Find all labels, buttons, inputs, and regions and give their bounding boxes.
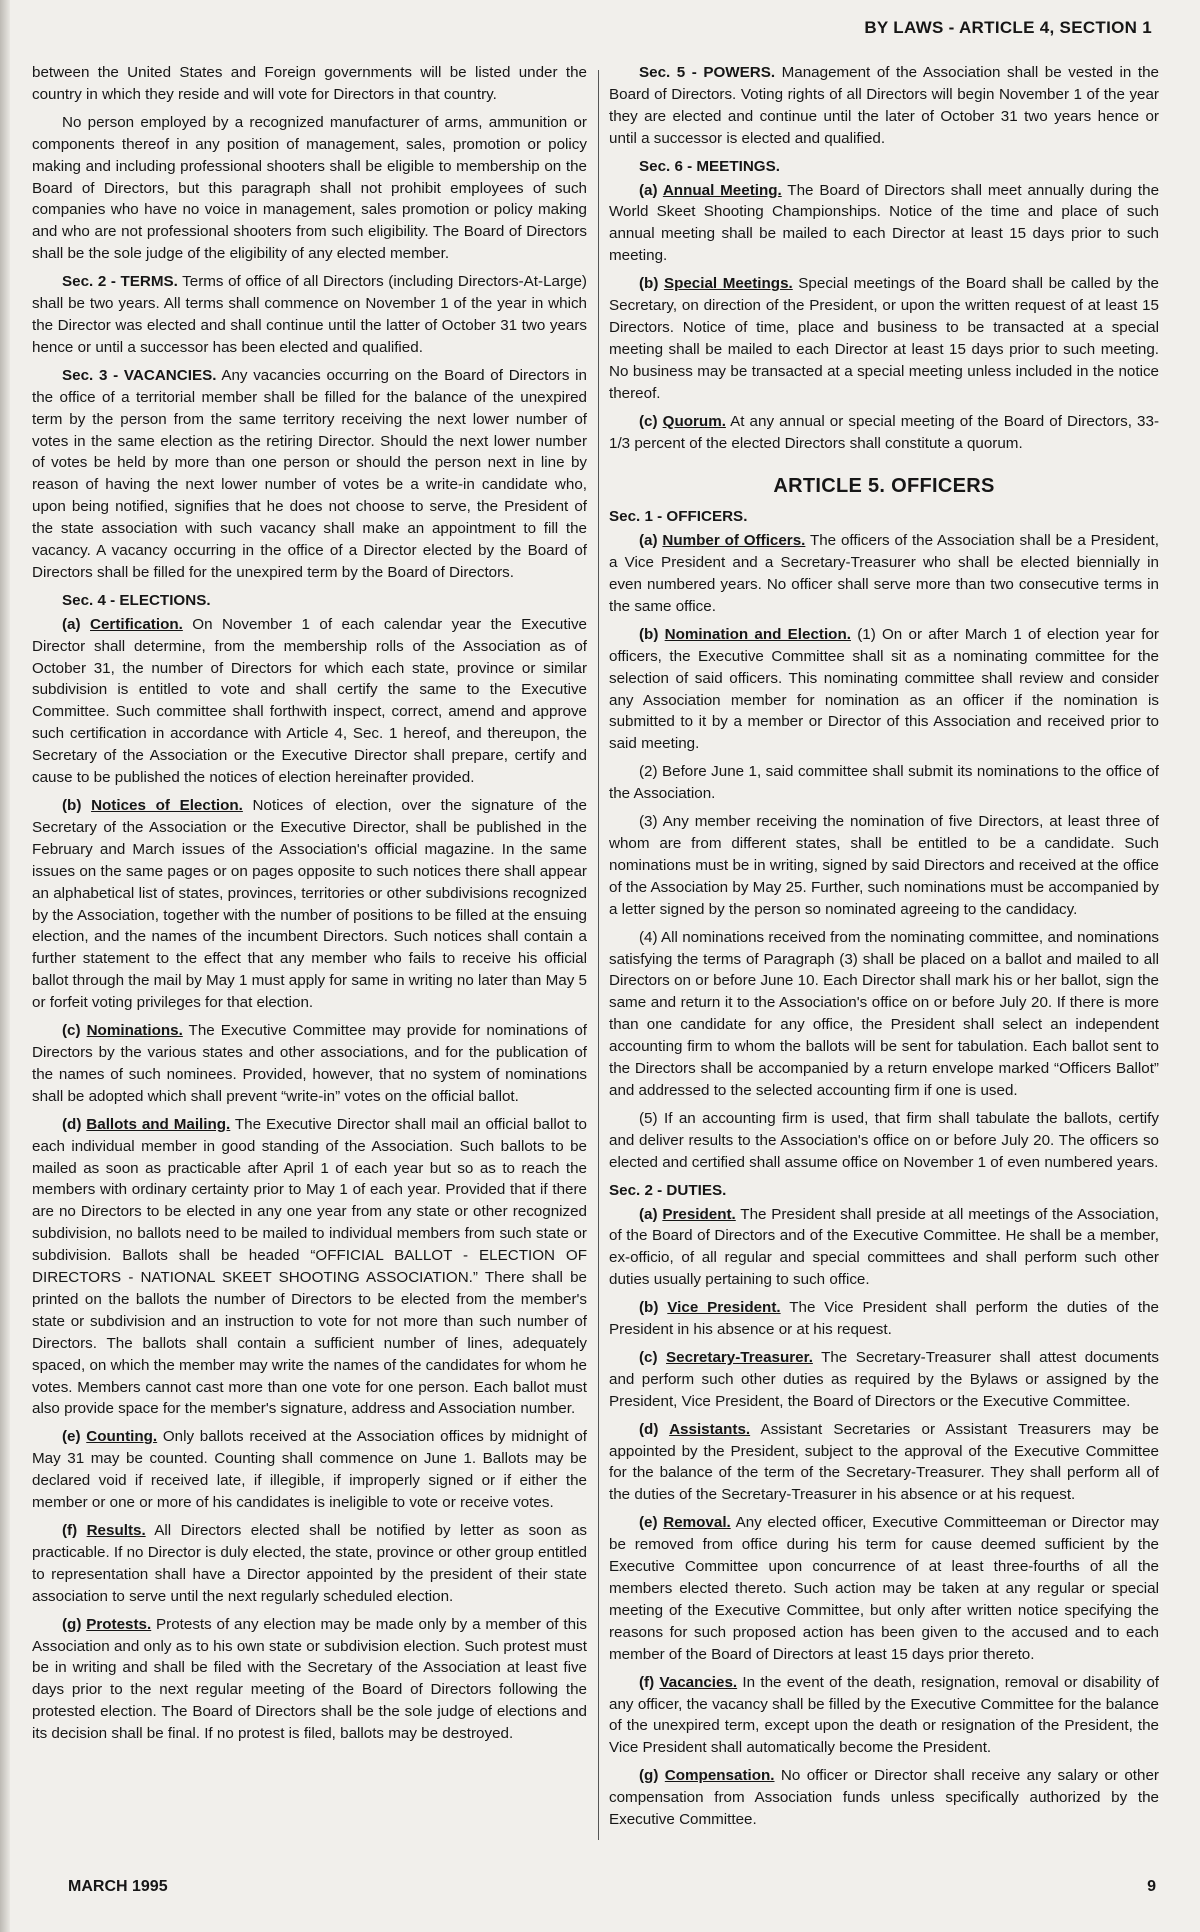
clause-quorum xyxy=(609,411,1159,455)
clause-secretary-treasurer xyxy=(609,1347,1159,1413)
clause-counting xyxy=(32,1426,587,1514)
clause-label: (a) xyxy=(639,181,663,199)
clause-text: The Vice President shall perform the duties of the President in his absence or at his request. xyxy=(609,1299,1159,1339)
section-title: Sec. 1 - OFFICERS. xyxy=(609,508,748,526)
section-title: Sec. 3 - VACANCIES. xyxy=(62,366,217,384)
clause-title: Nomination and Election. xyxy=(664,625,851,643)
clause-text: Assistant Secretaries or Assistant Treasurers may be appointed by the President, subject to the approval of the Executive Committee for the balance of the term of the Secretary-Treasurer. They shall perform all of the duties of the Secretary-Treasurer in his absence or at his request. xyxy=(609,1420,1159,1504)
clause-text: Notices of election, over the signature of the Secretary of the Association or the Executive Director, shall be published in the February and March issues of the Association's official magazine. In the same issues on the same pages or on pages opposite to such notices there shall appear an alphabetical list of states, provinces, territories or other subdivisions recognized by the Association, together with the number of positions to be filled at the ensuing election, and the names of the incumbent Directors. Such notices shall contain a further statement to the effect that any member who fails to receive his official ballot through the mail by May 1 must apply for same in writing no later than May 5 or forfeit voting privileges for that election. xyxy=(32,797,587,1012)
clause-title: Special Meetings. xyxy=(663,275,793,293)
clause-title: Counting. xyxy=(86,1428,158,1446)
section-title: Sec. 2 - TERMS. xyxy=(62,273,178,291)
section-title: Sec. 6 - MEETINGS. xyxy=(639,157,780,175)
section-title: Sec. 5 - POWERS. xyxy=(639,64,776,81)
paragraph: (2) Before June 1, said committee shall submit its nominations to the office of the Association. xyxy=(609,763,1159,803)
article-5-heading: ARTICLE 5. OFFICERS xyxy=(773,475,995,498)
clause-title: Annual Meeting. xyxy=(662,181,782,199)
clause-certification xyxy=(32,614,587,789)
section-text: Management of the Association shall be vested in the Board of Directors. Voting rights of all Directors will begin November 1 of the year they are elected and continue until the later of October 31 two years hence or until a successor is elected and qualified. xyxy=(609,64,1159,147)
clause-title: Vacancies. xyxy=(659,1673,738,1691)
section-3-vacancies xyxy=(32,365,587,584)
section-text: Any vacancies occurring on the Board of Directors in the office of a territorial member shall be filled for the balance of the unexpired term by the person from the same territory receiving the next lower number of votes in the same election as the retiring Director. Should the next lower number of votes be held by more than one person or should the person next in line by reason of having the next lower number of votes be a write-in candidate who, upon being notified, signifies that he does not choose to serve, the President of the state association with such vacancy shall make an appointment to fill the vacancy. A vacancy occurring in the office of a Director elected by the Board of Directors shall be filled for the unexpired term by the Board of Directors. xyxy=(32,366,587,581)
section-5-powers xyxy=(609,62,1159,150)
clause-label: (d) xyxy=(62,1115,87,1133)
clause-label: (c) xyxy=(639,1348,666,1366)
section-2-duties-title xyxy=(609,1180,1159,1202)
clause-title: Ballots and Mailing. xyxy=(86,1115,231,1133)
clause-text: The officers of the Association shall be a President, a Vice President and a Secretary-Treasurer who shall be elected biennially in even numbered years. No officer shall serve more than two consecutive terms in the same office. xyxy=(609,532,1159,615)
section-title: Sec. 4 - ELECTIONS. xyxy=(62,591,211,609)
section-title: Sec. 2 - DUTIES. xyxy=(609,1181,727,1199)
clause-text: The President shall preside at all meetings of the Association, of the Board of Directors and of the Executive Committee. He shall be a member, ex-officio, of all regular and special committees and shall perform such other duties usually pertaining to such office. xyxy=(609,1205,1159,1289)
paragraph: No person employed by a recognized manufacturer of arms, ammunition or components thereof in any position of management, sales, promotion or policy making and including professional shooters shall be eligible to membership on the Board of Directors, but this paragraph shall not prohibit employees of such companies who have no voice in management, sales promotion or policy making and who are not professional shooters from such eligibility. The Board of Directors shall be the sole judge of the eligibility of any elected member. xyxy=(32,113,587,263)
clause-text: Special meetings of the Board shall be called by the Secretary, on direction of the President, or upon the written request of at least 15 Directors. Notice of time, place and business to be transacted at a special meeting shall be mailed to each Director at least 15 days prior to such meeting. No business may be transacted at a special meeting unless included in the notice thereof. xyxy=(609,275,1159,402)
clause-label: (a) xyxy=(639,1205,663,1223)
column-divider xyxy=(598,70,599,1840)
clause-label: (f) xyxy=(639,1673,660,1691)
clause-text: The Executive Director shall mail an official ballot to each individual member in good standing of the Association. Such ballots to be mailed as soon as practicable after April 1 of each year but so as to reach the members with ordinary certainty prior to May 1 of each year. Provided that if there are no Directors to be elected in any one year from any state or other recognized subdivision, no ballots need to be mailed to individual members from such state or subdivision. Ballots shall be headed “OFFICIAL BALLOT - ELECTION OF DIRECTORS - NATIONAL SKEET SHOOTING ASSOCIATION.” There shall be printed on the ballots the number of Directors to be elected from the member's state or subdivision and an instruction to vote for not more than such number of Directors. The ballots shall contain a sufficient number of lines, adequately spaced, on which the member may write the names of the candidates for whom he votes. Members cannot cast more than one vote for one person. Each ballot must also provide space for the member's signature, address and Association number. xyxy=(32,1115,587,1418)
clause-text: No officer or Director shall receive any salary or other compensation from Association funds unless specifically authorized by the Executive Committee. xyxy=(609,1767,1159,1829)
clause-text: At any annual or special meeting of the Board of Directors, 33-1/3 percent of the elected Directors shall constitute a quorum. xyxy=(609,412,1160,452)
clause-text: (1) On or after March 1 of election year for officers, the Executive Committee shall sit as a nominating committee for the selection of said officers. This nominating committee shall review and consider any Association member for nomination as an officer if the nomination is submitted to it by a member or Director of this Association and received prior to said meeting. xyxy=(609,625,1159,753)
page-number: 9 xyxy=(1147,1878,1156,1895)
clause-vacancies xyxy=(609,1672,1159,1760)
clause-label: (e) xyxy=(639,1514,664,1532)
clause-label: (b) xyxy=(639,1299,668,1317)
paragraph: (4) All nominations received from the nominating committee, and nominations satisfying the terms of Paragraph (3) shall be placed on a ballot and mailed to all Directors on or before June 10. Each Director shall mark his or her ballot, sign the same and return it to the Association's office on or before July 20. If there is more than one candidate for any office, the President shall select an independent accounting firm to whom the ballots will be sent for tabulation. Each ballot sent to the Directors shall be accompanied by a return envelope marked “Officers Ballot” and addressed to the selected accounting firm if one is used. xyxy=(609,928,1159,1099)
clause-text: All Directors elected shall be notified by letter as soon as practicable. If no Director is duly elected, the state, province or other group entitled to representation shall have a Director appointed by the president of their state association to serve until the next regularly scheduled election. xyxy=(32,1522,587,1605)
clause-label: (g) xyxy=(639,1767,665,1785)
section-4-elections-title xyxy=(32,590,587,612)
clause-title: Number of Officers. xyxy=(662,532,806,550)
clause-results xyxy=(32,1520,587,1608)
clause-text: The Secretary-Treasurer shall attest documents and perform such other duties as required by the Bylaws or assigned by the President, Vice President, the Board of Directors or the Executive Committee. xyxy=(609,1348,1159,1410)
clause-title: Results. xyxy=(86,1522,146,1539)
running-header: BY LAWS - ARTICLE 4, SECTION 1 xyxy=(864,18,1152,37)
scan-edge xyxy=(0,0,10,1932)
clause-label: (e) xyxy=(62,1428,87,1446)
clause-nominations xyxy=(32,1020,587,1108)
clause-text: Only ballots received at the Association offices by midnight of May 31 may be counted. Counting shall commence on June 1. Ballots may be declared void if received late, if illegible, if improperly signed or if either the member or one or more of his candidates is ineligible to vote or receive votes. xyxy=(32,1428,587,1512)
clause-removal xyxy=(609,1512,1159,1665)
clause-vice-president xyxy=(609,1297,1159,1341)
issue-date: MARCH 1995 xyxy=(68,1878,168,1895)
clause-title: Certification. xyxy=(90,615,183,633)
clause-compensation xyxy=(609,1765,1159,1831)
clause-title: Notices of Election. xyxy=(91,797,243,814)
section-1-officers-title xyxy=(609,506,1159,528)
paragraph: between the United States and Foreign governments will be listed under the country in which they reside and will vote for Directors in that country. xyxy=(32,64,587,103)
clause-number-of-officers xyxy=(609,530,1159,618)
clause-title: Vice President. xyxy=(667,1299,781,1317)
clause-label: (f) xyxy=(62,1522,87,1539)
clause-label: (b) xyxy=(62,797,92,814)
right-column xyxy=(609,62,1159,1837)
paragraph: (5) If an accounting firm is used, that firm shall tabulate the ballots, certify and deliver results to the Association's office on or before July 20. The officers so elected and certified shall assume office on November 1 of even numbered years. xyxy=(609,1109,1159,1171)
clause-text: On November 1 of each calendar year the Executive Director shall determine, from the membership rolls of the Association as of October 31, the number of Directors for which each state, province or similar subdivision is entitled to vote and shall certify the same to the Executive Committee. Such committee shall forthwith inspect, correct, amend and approve such certification in accordance with Article 4, Sec. 1 hereof, and thereupon, the Secretary of the Association or the Executive Director shall prepare, certify and cause to be published the notices of election hereinafter provided. xyxy=(32,615,587,787)
clause-label: (g) xyxy=(62,1615,87,1633)
clause-president xyxy=(609,1204,1159,1292)
clause-notices-of-election xyxy=(32,795,587,1014)
clause-assistants xyxy=(609,1419,1159,1507)
clause-annual-meeting xyxy=(609,180,1159,268)
clause-text: In the event of the death, resignation, removal or disability of any officer, the vacancy shall be filled by the Executive Committee for the balance of the unexpired term, except upon the death or resignation of the President, the Vice President shall automatically become the President. xyxy=(609,1673,1159,1757)
clause-label: (b) xyxy=(639,275,664,293)
clause-title: Secretary-Treasurer. xyxy=(666,1348,813,1366)
clause-label: (c) xyxy=(639,412,663,430)
section-6-meetings-title xyxy=(609,156,1159,178)
clause-label: (a) xyxy=(639,532,663,550)
clause-title: Quorum. xyxy=(662,412,726,430)
clause-text: The Executive Committee may provide for nominations of Directors by the various states and other associations, and for the publication of the names of such nominees. Provided, however, that no system of nominations shall be adopted which shall prevent “write-in” votes on the official ballot. xyxy=(32,1022,587,1105)
clause-title: Assistants. xyxy=(669,1420,751,1438)
clause-title: Protests. xyxy=(86,1615,152,1633)
clause-label: (b) xyxy=(639,625,665,643)
section-text: Terms of office of all Directors (including Directors-At-Large) shall be two years. All terms shall commence on November 1 of the year in which the Director was elected and shall continue until the latter of October 31 two years hence or until a successor has been elected and qualified. xyxy=(32,273,587,356)
clause-title: Nominations. xyxy=(86,1022,183,1040)
clause-label: (d) xyxy=(639,1420,670,1438)
clause-text: The Board of Directors shall meet annually during the World Skeet Shooting Championships. Notice of the time and place of such annual meeting shall be mailed to each Director at least 15 days prior to such meeting. xyxy=(609,181,1160,265)
clause-special-meetings xyxy=(609,273,1159,404)
clause-protests xyxy=(32,1614,587,1745)
clause-title: Compensation. xyxy=(664,1767,775,1785)
clause-title: President. xyxy=(662,1205,736,1223)
section-2-terms xyxy=(32,271,587,359)
clause-text: Any elected officer, Executive Committeeman or Director may be removed from office during his term for cause deemed sufficient by the Executive Committee upon concurrence of at least three-fourths of all the members elected thereto. Such action may be taken at any regular or special meeting of the Executive Committee, but only after written notice specifying the reasons for such proposed action has been given to the accused and to each member of the Board of Directors at least 15 days prior thereto. xyxy=(609,1514,1160,1663)
clause-label: (a) xyxy=(62,615,91,633)
clause-title: Removal. xyxy=(663,1514,731,1532)
clause-label: (c) xyxy=(62,1022,87,1040)
clause-nomination-and-election xyxy=(609,624,1159,755)
clause-text: Protests of any election may be made only by a member of this Association and only as to his own state or subdivision election. Such protest must be in writing and shall be filed with the Secretary of the Association at least five days prior to the next regular meeting of the Board of Directors following the protested election. The Board of Directors shall be the sole judge of elections and its decision shall be final. If no protest is filed, ballots may be destroyed. xyxy=(32,1615,587,1743)
paragraph: (3) Any member receiving the nomination of five Directors, at least three of whom are from different states, shall be entitled to be a candidate. Such nominations must be in writing, signed by said Directors and received at the office of the Association by May 25. Further, such nominations must be accompanied by a letter signed by the person so nominated agreeing to the candidacy. xyxy=(609,813,1159,918)
left-column xyxy=(32,62,587,1751)
clause-ballots-and-mailing xyxy=(32,1114,587,1421)
